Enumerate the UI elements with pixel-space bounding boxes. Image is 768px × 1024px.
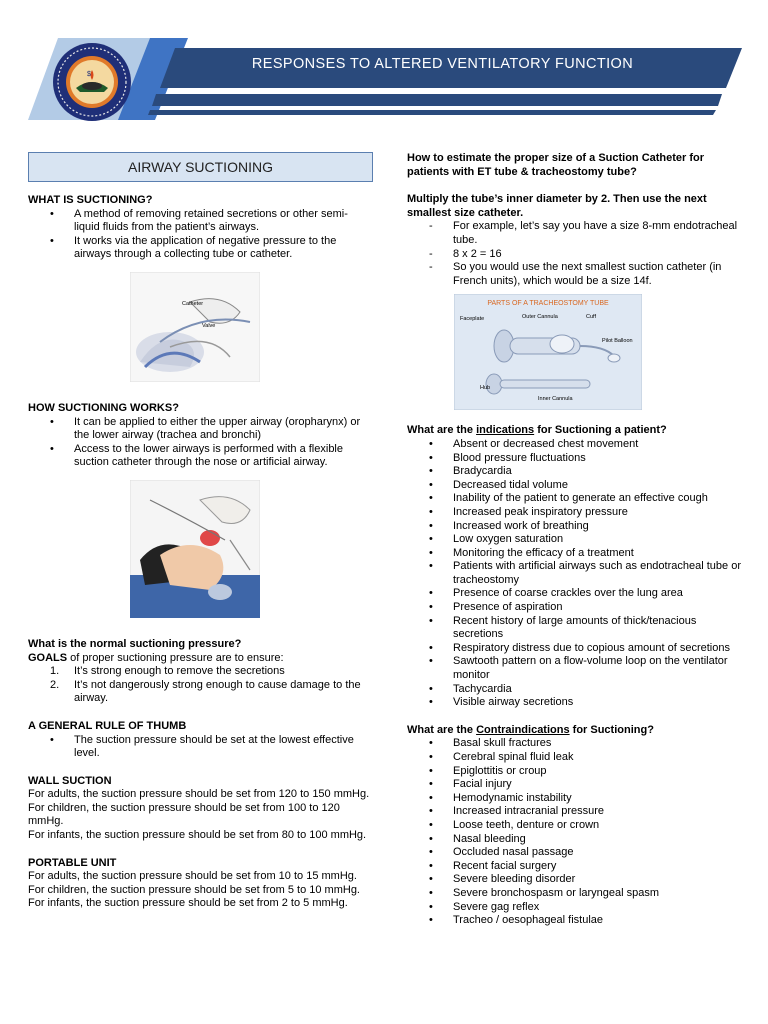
figure-label: Valve: [202, 322, 216, 329]
heading-estimate-catheter-size: How to estimate the proper size of a Suction Catheter for patients with ET tube & tracheostomy tube?: [407, 152, 705, 178]
list-item: • Tracheo / oesophageal fistulae: [407, 914, 742, 928]
portable-infants: For infants, the suction pressure should be set from 2 to 5 mmHg.: [28, 897, 348, 910]
college-of-nursing-logo: [52, 42, 132, 122]
right-column: [407, 152, 742, 928]
left-column: [28, 152, 373, 911]
figure-label: Catheter: [182, 300, 204, 307]
heading-wall-suction: WALL SUCTION: [28, 774, 112, 787]
list-item: • Presence of aspiration: [407, 601, 742, 615]
list-item: [28, 679, 373, 706]
figure-label: Faceplate: [460, 316, 485, 323]
list-item: • Severe gag reflex: [407, 901, 742, 915]
figure-label: Inner Cannula: [538, 396, 573, 403]
wall-children: For children, the suction pressure should be set from 100 to 120 mmHg.: [28, 801, 340, 828]
heading-part: for Suctioning?: [569, 723, 654, 736]
figure-label: Outer Cannula: [522, 314, 558, 321]
list-item: • Facial injury: [407, 778, 742, 792]
portable-children: For children, the suction pressure should be set from 5 to 10 mmHg.: [28, 883, 360, 896]
heading-what-is-suctioning: WHAT IS SUCTIONING?: [28, 194, 153, 206]
heading-part: What are the: [407, 424, 477, 437]
list-text: It’s strong enough to remove the secretions: [74, 665, 285, 678]
heading-underlined: indications: [476, 424, 535, 437]
suction-catheter-illustration: [130, 272, 260, 382]
list-item: • Basal skull fractures: [407, 737, 742, 751]
list-item: - 8 x 2 = 16: [407, 248, 742, 262]
list-number: 2.: [50, 678, 60, 691]
list-item: • Access to the lower airways is performed with a flexible suction catheter through the nose or artificial airway.: [28, 443, 373, 470]
list-item: • Monitoring the efficacy of a treatment: [407, 547, 742, 561]
goals-line: [28, 652, 373, 666]
list-item: • Nasal bleeding: [407, 833, 742, 847]
svg-text:$: $: [87, 71, 91, 78]
page-title: RESPONSES TO ALTERED VENTILATORY FUNCTION: [251, 56, 634, 72]
list-item: • Recent facial surgery: [407, 860, 742, 874]
goals-label: GOALS: [28, 651, 68, 664]
figure-label: Pilot Balloon: [602, 338, 633, 345]
list-item: • Absent or decreased chest movement: [407, 438, 742, 452]
goals-text: of proper suctioning pressure are to ensure:: [67, 651, 284, 664]
section-title-airway-suctioning: AIRWAY SUCTIONING: [28, 152, 373, 182]
list-item: • Bradycardia: [407, 465, 742, 479]
list-item: • Decreased tidal volume: [407, 479, 742, 493]
list-item: • Severe bleeding disorder: [407, 873, 742, 887]
list-item: • Respiratory distress due to copious amount of secretions: [407, 642, 742, 656]
list-item: • Blood pressure fluctuations: [407, 452, 742, 466]
list-text: It’s not dangerously strong enough to cause damage to the airway.: [74, 678, 361, 705]
list-item: • Increased work of breathing: [407, 520, 742, 534]
page-header: [0, 0, 768, 130]
list-item: • The suction pressure should be set at the lowest effective level.: [28, 734, 373, 761]
contraindications-list: [407, 737, 742, 927]
list-item: - For example, let’s say you have a size 8-mm endotracheal tube.: [407, 220, 742, 247]
list-item: • Loose teeth, denture or crown: [407, 819, 742, 833]
list-item: • Sawtooth pattern on a flow-volume loop on the ventilator monitor: [407, 655, 742, 682]
list-item: - So you would use the next smallest suction catheter (in French units), which would be a size 14f.: [407, 261, 742, 288]
list-item: • It can be applied to either the upper airway (oropharynx) or the lower airway (trachea and bronchi): [28, 416, 373, 443]
heading-underlined: Contraindications: [476, 723, 570, 736]
heading-contraindications: [407, 724, 742, 738]
heading-part: for Suctioning a patient?: [534, 424, 667, 437]
list-item: • A method of removing retained secretions or other semi-liquid fluids from the patient’s airways.: [28, 208, 373, 235]
heading-how-suctioning-works: HOW SUCTIONING WORKS?: [28, 401, 179, 414]
heading-part: What are the: [407, 723, 477, 736]
tracheostomy-tube-diagram: [454, 294, 642, 410]
list-item: • Occluded nasal passage: [407, 846, 742, 860]
heading-normal-pressure: What is the normal suctioning pressure?: [28, 637, 242, 650]
heading-indications: [407, 424, 742, 438]
list-item: • Patients with artificial airways such as endotracheal tube or tracheostomy: [407, 560, 742, 587]
list-item: • Visible airway secretions: [407, 696, 742, 710]
estimate-list: [407, 220, 742, 288]
list-item: • Hemodynamic instability: [407, 792, 742, 806]
goals-list: [28, 665, 373, 706]
figure-label: Cuff: [586, 314, 596, 321]
wall-infants: For infants, the suction pressure should be set from 80 to 100 mmHg.: [28, 829, 367, 842]
list-item: • Tachycardia: [407, 683, 742, 697]
how-works-list: [28, 416, 373, 470]
rule-list: [28, 734, 373, 761]
what-is-list: [28, 208, 373, 262]
indications-list: [407, 438, 742, 710]
list-item: • Presence of coarse crackles over the lung area: [407, 587, 742, 601]
wall-adults: For adults, the suction pressure should be set from 120 to 150 mmHg.: [28, 788, 370, 801]
list-item: • Increased intracranial pressure: [407, 805, 742, 819]
list-number: 1.: [50, 665, 60, 678]
list-item: • Increased peak inspiratory pressure: [407, 506, 742, 520]
list-item: • Recent history of large amounts of thick/tenacious secretions: [407, 615, 742, 642]
list-item: • Epiglottitis or croup: [407, 765, 742, 779]
portable-adults: For adults, the suction pressure should be set from 10 to 15 mmHg.: [28, 870, 357, 883]
airway-suction-anatomy-illustration: [130, 480, 260, 618]
list-item: • Cerebral spinal fluid leak: [407, 751, 742, 765]
list-item: • Inability of the patient to generate an effective cough: [407, 492, 742, 506]
list-item: • Low oxygen saturation: [407, 533, 742, 547]
list-item: • It works via the application of negative pressure to the airways through a collecting tube or catheter.: [28, 235, 373, 262]
heading-portable-unit: PORTABLE UNIT: [28, 856, 117, 869]
figure-title: PARTS OF A TRACHEOSTOMY TUBE: [487, 300, 609, 308]
estimate-rule: Multiply the tube’s inner diameter by 2. Then use the next smallest size catheter.: [407, 193, 707, 219]
heading-rule-of-thumb: A GENERAL RULE OF THUMB: [28, 719, 187, 732]
figure-label: Hub: [480, 385, 491, 392]
list-item: [28, 665, 373, 679]
list-item: • Severe bronchospasm or laryngeal spasm: [407, 887, 742, 901]
